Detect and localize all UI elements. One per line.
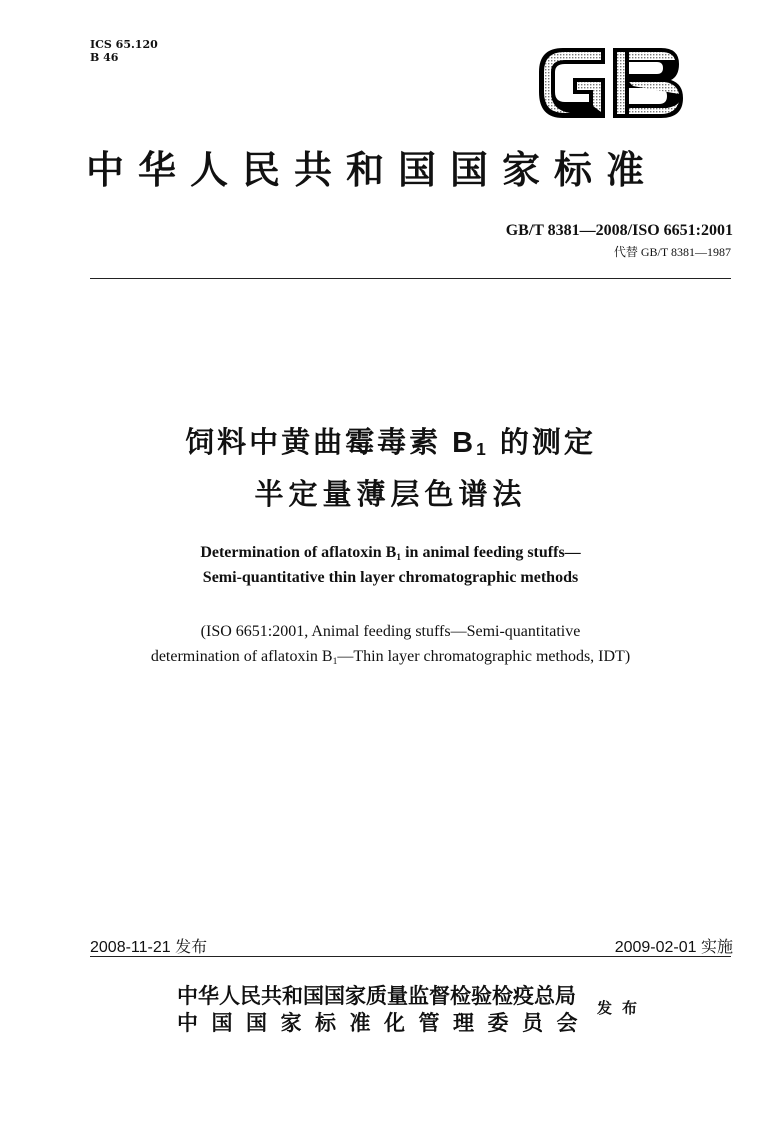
title-cn-line1 bbox=[0, 420, 781, 461]
national-standard-heading: 中华人民共和国国家标准 bbox=[86, 147, 659, 192]
classification-codes bbox=[90, 38, 158, 64]
issue-date: 2008-11-21 发布 bbox=[90, 939, 208, 956]
subscript: 1 bbox=[476, 439, 489, 459]
iso-text: determination of aflatoxin B bbox=[150, 648, 333, 665]
iso-reference-line1: (ISO 6651:2001, Animal feeding stuffs—Semi-quantitative bbox=[200, 623, 581, 640]
title-en-text: Determination of aflatoxin B bbox=[200, 544, 397, 561]
title-en-text: in animal feeding stuffs— bbox=[401, 544, 581, 561]
implementation-date: 2009-02-01 实施 bbox=[614, 939, 733, 956]
title-cn-text: 的测定 bbox=[488, 427, 596, 459]
title-en-line1 bbox=[0, 544, 781, 563]
issuer-line1: 中华人民共和国国家质量监督检验检疫总局 bbox=[177, 983, 576, 1008]
issue-verb: 发布 bbox=[597, 999, 648, 1017]
gb-logo-icon bbox=[533, 42, 688, 122]
ccs-code: B 46 bbox=[90, 51, 119, 64]
ics-code: ICS 65.120 bbox=[90, 38, 158, 51]
iso-text: —Thin layer chromatographic methods, IDT) bbox=[337, 648, 631, 665]
replaces-standard: 代替 GB/T 8381—1987 bbox=[613, 245, 731, 259]
subscript: 1 bbox=[396, 552, 402, 563]
standard-number: GB/T 8381—2008/ISO 6651:2001 bbox=[505, 222, 733, 239]
gb-logo bbox=[533, 42, 688, 122]
title-cn-text: 饲料中黄曲霉毒素 B bbox=[185, 427, 477, 459]
title-en-line2: Semi-quantitative thin layer chromatographic methods bbox=[202, 569, 579, 586]
footer-divider bbox=[90, 956, 731, 957]
subscript: 1 bbox=[332, 656, 338, 667]
title-cn-line2: 半定量薄层色谱法 bbox=[254, 479, 527, 511]
issuer-line2: 中国国家标准化管理委员会 bbox=[177, 1010, 591, 1035]
header-divider bbox=[90, 278, 731, 279]
iso-reference-line2 bbox=[0, 648, 781, 667]
